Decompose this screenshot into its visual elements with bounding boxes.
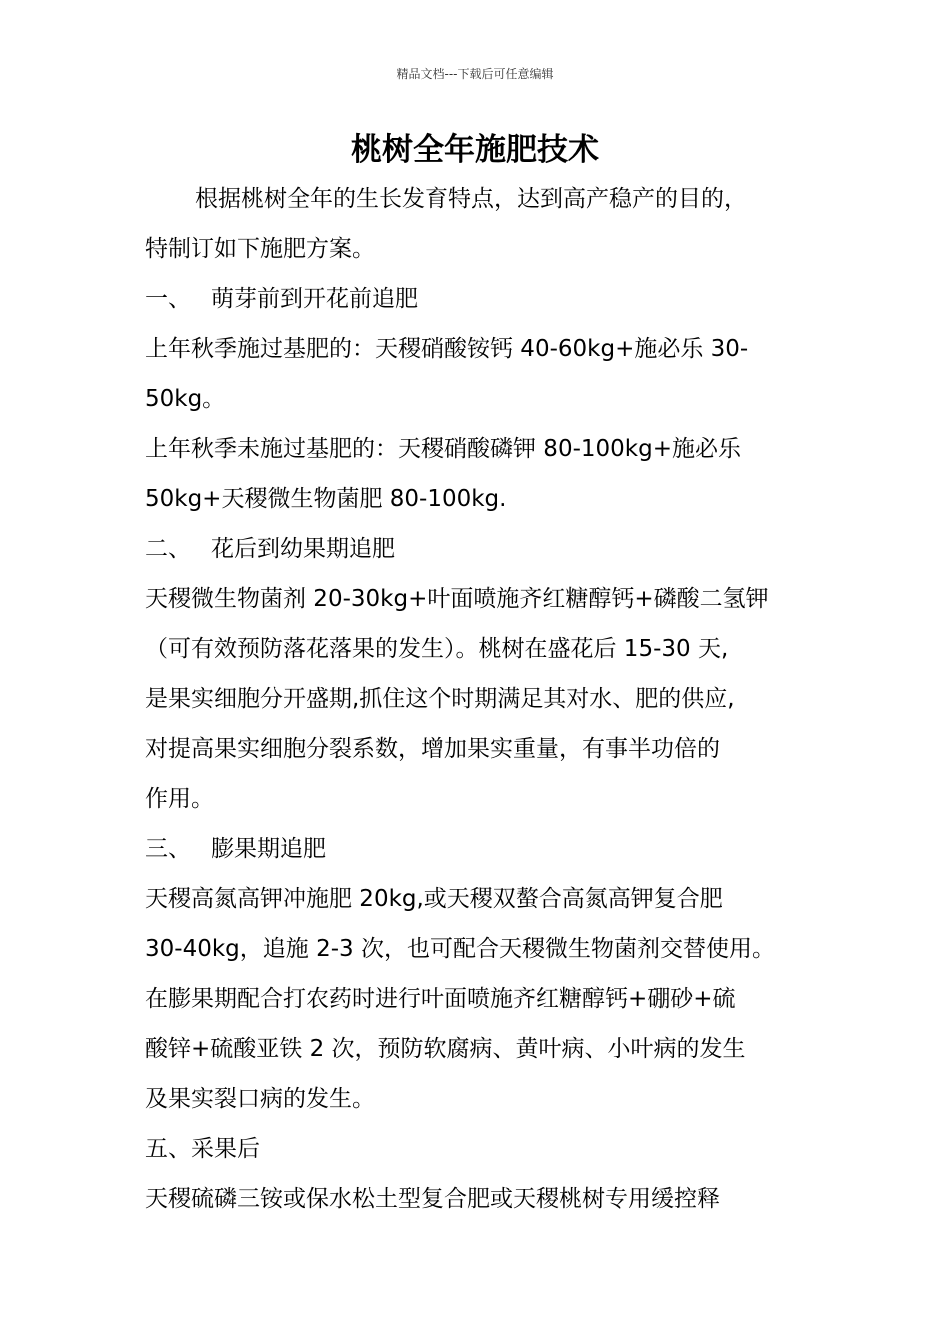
section-heading: 五、采果后 (145, 1136, 260, 1162)
paragraph-line: 在膨果期配合打农药时进行叶面喷施齐红糖醇钙+硼砂+硫 (145, 986, 736, 1012)
section-heading-text: 萌芽前到开花前追肥 (211, 286, 418, 312)
section-number: 一、 (145, 286, 191, 312)
section-heading-text: 花后到幼果期追肥 (211, 536, 395, 562)
section-heading (145, 824, 815, 874)
paragraph-line: 是果实细胞分开盛期,抓住这个时期满足其对水、肥的供应, (145, 686, 735, 712)
paragraph-line: 特制订如下施肥方案。 (145, 236, 375, 262)
paragraph-line: 及果实裂口病的发生。 (145, 1086, 375, 1112)
paragraph-line: 根据桃树全年的生长发育特点，达到高产稳产的目的， (195, 186, 747, 212)
paragraph-line: 50kg。 (145, 386, 226, 412)
section-heading (145, 274, 815, 324)
paragraph-line: 天稷微生物菌剂 20-30kg+叶面喷施齐红糖醇钙+磷酸二氢钾 (145, 586, 769, 612)
section-number: 二、 (145, 536, 191, 562)
paragraph-line: 天稷高氮高钾冲施肥 20kg,或天稷双螯合高氮高钾复合肥 (145, 886, 723, 912)
section-heading-text: 膨果期追肥 (211, 836, 326, 862)
document-title: 桃树全年施肥技术 (351, 132, 599, 168)
paragraph-line: 作用。 (145, 786, 214, 812)
paragraph-line: 上年秋季未施过基肥的：天稷硝酸磷钾 80-100kg+施必乐 (145, 436, 741, 462)
section-heading (145, 524, 815, 574)
header-note: 精品文档---下载后可任意编辑 (396, 67, 554, 81)
paragraph-line: 30-40kg，追施 2-3 次，也可配合天稷微生物菌剂交替使用。 (145, 936, 775, 962)
paragraph-line: 50kg+天稷微生物菌肥 80-100kg. (145, 486, 507, 512)
document-body (145, 174, 815, 1224)
paragraph-line: 天稷硫磷三铵或保水松土型复合肥或天稷桃树专用缓控释 (145, 1186, 720, 1212)
paragraph-line: （可有效预防落花落果的发生）。桃树在盛花后 15-30 天, (145, 636, 729, 662)
paragraph-line: 酸锌+硫酸亚铁 2 次，预防软腐病、黄叶病、小叶病的发生 (145, 1036, 746, 1062)
section-number: 三、 (145, 836, 191, 862)
paragraph-line: 对提高果实细胞分裂系数，增加果实重量，有事半功倍的 (145, 736, 720, 762)
paragraph-line: 上年秋季施过基肥的：天稷硝酸铵钙 40-60kg+施必乐 30- (145, 336, 749, 362)
